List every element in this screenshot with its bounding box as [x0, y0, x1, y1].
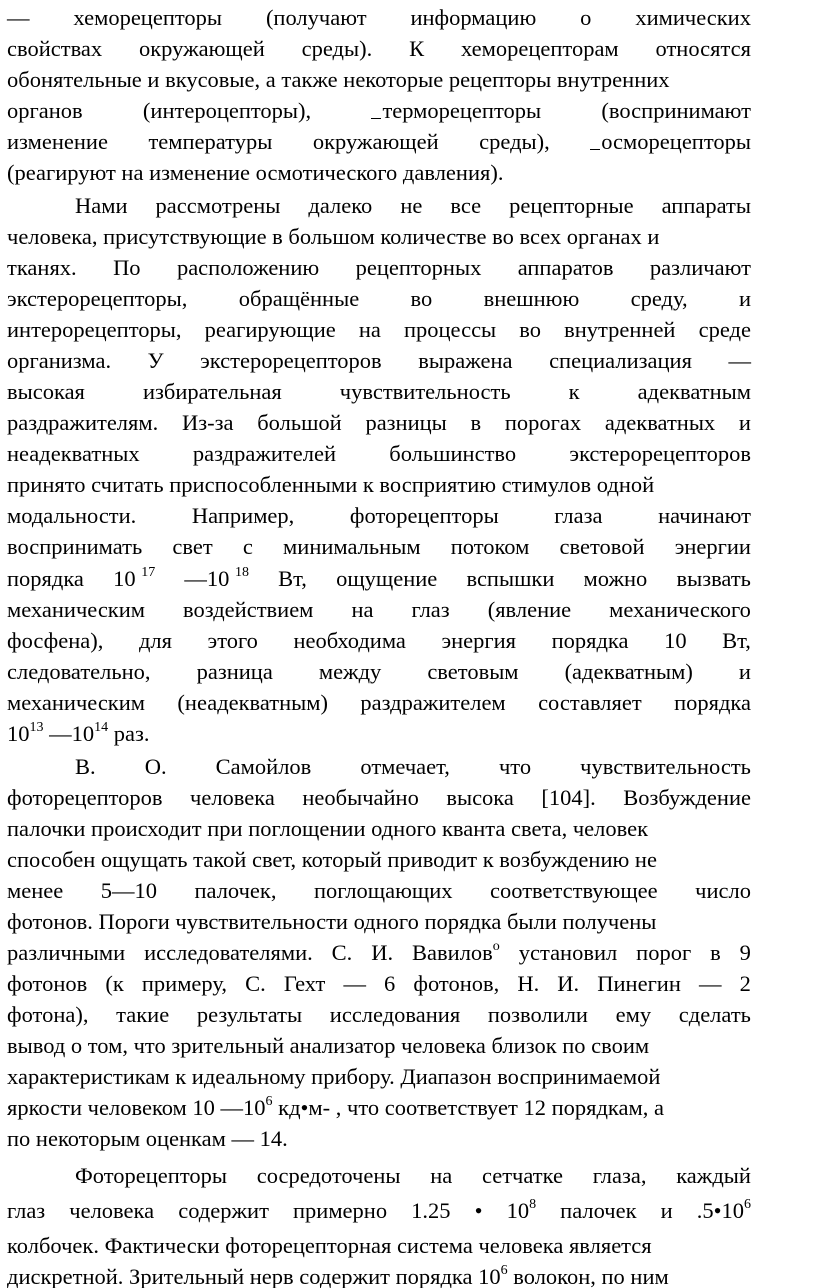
word: (интероцепторы),	[142, 98, 312, 123]
word: далеко	[308, 193, 373, 218]
text-line	[7, 438, 751, 470]
word: большой	[257, 410, 342, 435]
line-text: (реагируют на изменение осмотического давления).	[7, 160, 504, 185]
word: (воспринимают	[601, 98, 751, 123]
word-text: —10	[184, 566, 230, 591]
word	[412, 937, 500, 969]
word: И.	[371, 940, 394, 965]
text-line	[75, 751, 751, 783]
word: рецепторные	[509, 193, 634, 218]
word: (явление	[487, 597, 572, 622]
text-line	[7, 314, 751, 346]
word: О.	[144, 754, 167, 779]
word	[184, 563, 249, 595]
word: человека	[190, 785, 275, 810]
word: хеморецепторы	[73, 5, 223, 30]
word: [104].	[541, 785, 596, 810]
word: число	[695, 878, 751, 903]
word: У	[147, 348, 164, 373]
word: (к	[105, 971, 124, 996]
text-line	[7, 625, 751, 657]
line-text: характеристикам к идеальному прибору. Диапазон воспринимаемой	[7, 1064, 661, 1089]
word: И.	[557, 971, 580, 996]
word: •	[474, 1198, 483, 1223]
word: обращённые	[238, 286, 360, 311]
word: расположению	[176, 255, 320, 280]
word: разницы	[365, 410, 447, 435]
word: модальности.	[7, 503, 137, 528]
word-text: 10	[113, 566, 136, 591]
word: высока	[446, 785, 514, 810]
word: все	[450, 193, 482, 218]
superscript: о	[492, 938, 500, 954]
text-line	[7, 782, 751, 814]
word: 5—10	[100, 878, 157, 903]
line-text: колбочек. Фактически фоторецепторная система человека является	[7, 1233, 652, 1258]
text-line	[7, 1061, 816, 1093]
word: яркости человеком 10 —10	[7, 1095, 266, 1120]
word: установил	[518, 940, 618, 965]
line-text: фотонов. Пороги чувствительности одного порядка были получены	[7, 909, 657, 934]
word: к	[568, 379, 580, 404]
word: порог	[636, 940, 692, 965]
word: —	[699, 971, 722, 996]
word: Самойлов	[215, 754, 312, 779]
text-line	[7, 1230, 816, 1262]
word: вспышки	[466, 566, 555, 591]
word: порядка	[674, 690, 751, 715]
word: Возбуждение	[623, 785, 751, 810]
word: можно	[583, 566, 648, 591]
line-text: по некоторым оценкам — 14.	[7, 1126, 288, 1151]
word: разница	[196, 659, 273, 684]
text-line	[7, 594, 751, 626]
line-text: принято считать приспособленными к восприятию стимулов одной	[7, 472, 655, 497]
word: сосредоточены	[256, 1163, 401, 1188]
word: механическим	[7, 690, 146, 715]
word: процессы	[403, 317, 497, 342]
word-text: Вавилов	[412, 940, 493, 965]
word	[697, 1195, 751, 1227]
word: высокая	[7, 379, 85, 404]
text-line	[7, 283, 751, 315]
word: глаз	[411, 597, 450, 622]
word	[113, 563, 155, 595]
word: кд•м- , что соответствует 12 порядкам, а	[272, 1095, 664, 1120]
word: механического	[609, 597, 751, 622]
word: среды),	[479, 129, 550, 154]
word: поглощающих	[313, 878, 453, 903]
word: свет	[172, 534, 213, 559]
word: 10	[664, 628, 687, 653]
word: С.	[331, 940, 353, 965]
superscript: 13	[29, 719, 44, 735]
word: окружающей	[312, 129, 439, 154]
word: механическим	[7, 597, 146, 622]
word: специализация	[549, 348, 692, 373]
text-line	[7, 1123, 816, 1155]
word: раз.	[108, 721, 150, 746]
word: в	[710, 940, 721, 965]
word: Н.	[517, 971, 540, 996]
word: воздействием	[183, 597, 314, 622]
word: среду,	[630, 286, 688, 311]
word: 1.25	[411, 1198, 451, 1223]
word: рассмотрены	[155, 193, 281, 218]
line-text: способен ощущать такой свет, который приводит к возбуждению не	[7, 847, 657, 872]
word: необычайно	[302, 785, 419, 810]
word: адекватных	[604, 410, 716, 435]
superscript: 6	[500, 1262, 508, 1278]
word: (получают	[265, 5, 367, 30]
word: чувствительность	[339, 379, 511, 404]
word: примеру,	[141, 971, 227, 996]
word: волокон, по ним	[507, 1264, 669, 1288]
word: большинство	[389, 441, 517, 466]
text-line	[7, 376, 751, 408]
word: —	[728, 348, 751, 373]
text-line	[7, 1030, 816, 1062]
word: фотонов,	[413, 971, 500, 996]
word: 2	[739, 971, 751, 996]
word: Например,	[191, 503, 295, 528]
superscript: 14	[94, 719, 109, 735]
word: выражена	[418, 348, 513, 373]
word: К	[409, 36, 425, 61]
word: Вт,	[722, 628, 751, 653]
word: менее	[7, 878, 64, 903]
superscript: 17	[141, 564, 156, 580]
underscore-mark	[590, 131, 600, 150]
word: среды).	[301, 36, 373, 61]
text-line	[75, 1160, 751, 1192]
word: для	[138, 628, 172, 653]
word: различными	[7, 940, 126, 965]
word-text: 10	[506, 1198, 530, 1223]
word: о	[580, 5, 592, 30]
word: что	[498, 754, 532, 779]
word: начинают	[658, 503, 751, 528]
word: и	[738, 659, 751, 684]
word: палочек	[560, 1198, 637, 1223]
word: избирательная	[142, 379, 282, 404]
word-text: осморецепторы	[601, 129, 751, 154]
word: ощущение	[336, 566, 438, 591]
word: (адекватным)	[564, 659, 693, 684]
word: порядка	[551, 628, 629, 653]
word: В.	[75, 754, 96, 779]
text-line	[7, 469, 816, 501]
word: ему	[615, 1002, 652, 1027]
text-line	[7, 33, 751, 65]
text-line	[7, 844, 816, 876]
text-line	[7, 656, 751, 688]
superscript: 8	[529, 1196, 537, 1212]
word: сетчатке	[481, 1163, 563, 1188]
word: и	[738, 410, 751, 435]
word: аппараты	[661, 193, 751, 218]
word: рецепторных	[355, 255, 482, 280]
word: световым	[427, 659, 519, 684]
text-line	[75, 190, 751, 222]
word: относятся	[655, 36, 751, 61]
word: каждый	[676, 1163, 751, 1188]
line-text: палочки происходит при поглощении одного кванта света, человек	[7, 816, 649, 841]
word: раздражителей	[192, 441, 336, 466]
text-line	[7, 126, 751, 158]
word: органов	[7, 98, 83, 123]
word: в	[470, 410, 482, 435]
text-line	[7, 531, 751, 563]
word: не	[400, 193, 423, 218]
word: и	[660, 1198, 673, 1223]
word: неадекватных	[7, 441, 140, 466]
word: содержит	[178, 1198, 269, 1223]
word: фотонов	[7, 971, 88, 996]
word: аппаратов	[517, 255, 614, 280]
word: энергии	[674, 534, 751, 559]
word: энергия	[441, 628, 517, 653]
word: фотона),	[7, 1002, 89, 1027]
word: примерно	[292, 1198, 388, 1223]
word: позволили	[487, 1002, 588, 1027]
text-line	[7, 500, 751, 532]
word	[507, 1195, 537, 1227]
word: 6	[384, 971, 396, 996]
word: на	[358, 317, 381, 342]
word: тканях.	[7, 255, 77, 280]
word: экстерорецепторов	[200, 348, 382, 373]
word: химических	[635, 5, 751, 30]
word: Фоторецепторы	[75, 1163, 227, 1188]
text-line	[7, 157, 816, 189]
word: палочек,	[194, 878, 277, 903]
word: результаты	[196, 1002, 303, 1027]
underscore-mark	[371, 100, 381, 119]
word: информацию	[410, 5, 537, 30]
word: соответствующее	[490, 878, 658, 903]
word: во	[410, 286, 433, 311]
word: исследования	[329, 1002, 461, 1027]
word: Вт,	[278, 566, 307, 591]
word: следовательно,	[7, 659, 151, 684]
text-line	[7, 1092, 816, 1124]
word: вызвать	[676, 566, 751, 591]
word: исследователями.	[144, 940, 313, 965]
text-line	[7, 252, 751, 284]
word: глаза	[554, 503, 603, 528]
text-line	[7, 937, 751, 969]
word: отмечает,	[360, 754, 450, 779]
text-line	[7, 1195, 751, 1227]
word-text: терморецепторы	[382, 98, 542, 123]
word: человека	[69, 1198, 155, 1223]
word: Из-за	[181, 410, 234, 435]
word: различают	[649, 255, 751, 280]
word: С.	[245, 971, 266, 996]
text-line	[7, 875, 751, 907]
line-text: вывод о том, что зрительный анализатор человека близок по своим	[7, 1033, 650, 1058]
superscript: 18	[234, 564, 249, 580]
word: фоторецепторов	[7, 785, 163, 810]
word: (неадекватным)	[177, 690, 329, 715]
word: Нами	[75, 193, 128, 218]
word: необходима	[293, 628, 406, 653]
word: температуры	[148, 129, 273, 154]
text-line	[7, 718, 816, 750]
word: интерорецепторы,	[7, 317, 182, 342]
word	[371, 95, 541, 127]
word: порядка	[7, 566, 84, 591]
word: среде	[698, 317, 751, 342]
word: и	[738, 286, 751, 311]
text-line	[7, 906, 816, 938]
word: 10	[7, 721, 30, 746]
word: —	[7, 5, 30, 30]
word: порогах	[504, 410, 582, 435]
word: сделать	[678, 1002, 751, 1027]
word: с	[242, 534, 253, 559]
word: фосфена),	[7, 628, 104, 653]
word: этого	[207, 628, 258, 653]
word: чувствительность	[580, 754, 751, 779]
word: экстерорецепторов	[569, 441, 751, 466]
word	[590, 126, 751, 158]
word-text: .5•10	[696, 1198, 744, 1223]
word: реагирующие	[204, 317, 336, 342]
word: хеморецепторам	[460, 36, 619, 61]
word: —10	[43, 721, 95, 746]
text-line	[7, 64, 816, 96]
word: во	[519, 317, 542, 342]
line-text: обонятельные и вкусовые, а также некоторые рецепторы внутренних	[7, 67, 670, 92]
text-line	[7, 999, 751, 1031]
word: фоторецепторы	[349, 503, 499, 528]
text-line	[7, 345, 751, 377]
word: изменение	[7, 129, 108, 154]
superscript: 6	[744, 1196, 751, 1212]
word: 9	[739, 940, 751, 965]
word: дискретной. Зрительный нерв содержит порядка 10	[7, 1264, 501, 1288]
word: потоком	[450, 534, 530, 559]
word: окружающей	[138, 36, 265, 61]
word: свойствах	[7, 36, 103, 61]
word: Пинегин	[597, 971, 681, 996]
word: внешнюю	[483, 286, 580, 311]
word: световой	[559, 534, 645, 559]
word: воспринимать	[7, 534, 143, 559]
word: —	[343, 971, 366, 996]
word: экстерорецепторы,	[7, 286, 188, 311]
text-line	[7, 813, 816, 845]
text-line	[7, 968, 751, 1000]
word: адекватным	[637, 379, 751, 404]
word: раздражителем	[360, 690, 506, 715]
superscript: 6	[265, 1093, 273, 1109]
text-line	[7, 407, 751, 439]
word: минимальным	[283, 534, 421, 559]
word: такие	[116, 1002, 170, 1027]
word: между	[318, 659, 382, 684]
word: составляет	[538, 690, 642, 715]
word: на	[351, 597, 374, 622]
text-line	[7, 221, 816, 253]
word: раздражителям.	[7, 410, 159, 435]
word: глаз	[7, 1198, 46, 1223]
text-line	[7, 687, 751, 719]
word: глаза,	[592, 1163, 647, 1188]
word: По	[113, 255, 141, 280]
text-line	[7, 95, 751, 127]
word: внутренней	[564, 317, 676, 342]
text-line	[7, 1261, 816, 1288]
word: на	[430, 1163, 453, 1188]
text-line	[7, 563, 751, 595]
word: Гехт	[283, 971, 326, 996]
text-line	[7, 2, 751, 34]
line-text: человека, присутствующие в большом количестве во всех органах и	[7, 224, 660, 249]
word: организма.	[7, 348, 112, 373]
